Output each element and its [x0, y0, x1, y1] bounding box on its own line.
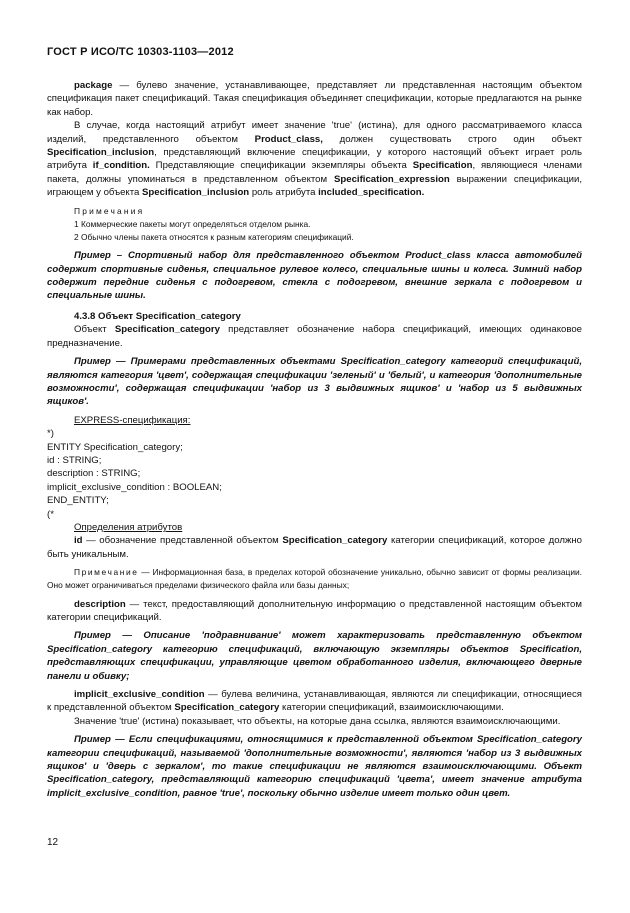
implicit-exclusive-condition-definition — [47, 688, 582, 715]
express-code — [47, 427, 582, 521]
bold-term: id — [74, 535, 83, 547]
attribute-definitions-label: Определения атрибутов — [74, 521, 183, 533]
note-3 — [47, 566, 582, 592]
bold-term: Specification_inclusion — [142, 187, 250, 199]
note-1: 1 Коммерческие пакеты могут определяться отделом рынка. — [74, 218, 311, 229]
text-run: роль атрибута — [249, 187, 319, 199]
bold-term: Specification_category — [174, 702, 280, 714]
example-4: Пример — Если спецификациями, относящимися к представленной объектом Specification_category категории спецификаций, называемой 'дополнительные возможности', являются 'набор из 3 выдвижных ящиков' и 'дверь с зеркалом', то такие спецификации не являются взаимоисключающими. Объект Specification_category, представляющий категорию спецификаций 'цвета', имеет значение атрибута implicit_exclusive_condition, равное 'true', поскольку обычно изделие имеет только один цвет. — [47, 734, 582, 799]
notes-title: Примечания — [74, 205, 145, 216]
section-title: 4.3.8 Объект Specification_category — [74, 310, 241, 322]
page-header: ГОСТ Р ИСО/ТС 10303-1103—2012 — [47, 46, 234, 58]
bold-term: Specification — [412, 160, 473, 172]
text-run: — булева величина, устанавливающая, являются ли спецификации, относящиеся к представленной объектом — [47, 689, 582, 714]
bold-term: package — [74, 80, 113, 91]
text-run: , являющиеся членами пакета, должны упоминаться в представленном объектом — [47, 160, 582, 185]
page-content — [47, 79, 582, 800]
text-run: выражении спецификации, играющем у объекта — [47, 173, 582, 199]
example-3: Пример — Описание 'подравнивание' может характеризовать представленную объектом Specification_category категорию спецификаций, включающую экземпляры объектов Specification, представляющих спецификации, управляющие цветом обработанного изделия, включающего дверные панели и обивку; — [47, 630, 582, 682]
notes-block — [47, 205, 582, 245]
example-1: Пример – Спортивный набор для представленного объектом Product_class класса автомобилей содержит спортивные сиденья, специальное рулевое колесо, специальные шины и колеса. Зимний набор содержит передние сиденья с подогревом, стекла с подогревом, внешние зеркала с подогревом и специальные шины. — [47, 250, 582, 302]
code-line: *) — [47, 428, 54, 440]
bold-term: if_condition. — [92, 160, 150, 172]
code-line: (* — [47, 508, 54, 520]
code-line: id : STRING; — [47, 454, 102, 466]
text-run: должен существовать строго один объект — [322, 133, 582, 145]
text-run: категории спецификаций, которое должно быть уникальным. — [47, 535, 582, 560]
bold-term: description — [74, 598, 126, 610]
description-definition — [47, 598, 582, 625]
bold-term: Product_class, — [254, 133, 323, 145]
text-run: — текст, предоставляющий дополнительную информацию о представленной настоящим объектом категории спецификаций. — [47, 598, 582, 624]
package-definition — [47, 79, 582, 119]
text-run: — булево значение, устанавливающее, представляет ли представленная настоящим объектом спецификация пакет спецификаций. Такая спецификация объединяет спецификации, которые предлагаются на рынке как набор. — [47, 80, 582, 118]
bold-term: Specification_inclusion — [47, 147, 155, 159]
note-2: 2 Обычно члены пакета относятся к разным категориям спецификаций. — [74, 232, 354, 243]
bold-term: included_specification. — [318, 187, 425, 199]
bold-term: Specification_expression — [334, 173, 450, 185]
bold-term: Specification_category — [114, 324, 220, 336]
code-line: ENTITY Specification_category; — [47, 441, 183, 453]
id-definition — [47, 534, 582, 561]
code-line: description : STRING; — [47, 468, 141, 480]
note-3-text: — Информационная база, в пределах которой обозначение уникально, обычно зависит от формы реализации. Оно может ограничиваться пределами физического файла или базы данных; — [47, 567, 582, 591]
text-run: В случае, когда настоящий атрибут имеет значение 'true' (истина), для одного рассматриваемого класса изделий, представленного объектом — [47, 120, 582, 145]
text-run: представляет обозначение набора спецификаций, имеющих одинаковое предназначение. — [47, 324, 582, 349]
page-number: 12 — [47, 837, 59, 848]
true-value-explanation: Значение 'true' (истина) показывает, что объекты, на которые дана ссылка, являются взаимоисключающими. — [74, 715, 561, 727]
note-3-label: Примечание — [74, 567, 139, 578]
text-run: категории спецификаций, взаимоисключающими. — [279, 702, 504, 714]
text-run: Объект — [74, 324, 115, 336]
text-run: — обозначение представленной объектом — [82, 535, 283, 547]
package-condition-paragraph — [47, 119, 582, 199]
bold-term: Specification_category — [282, 535, 388, 547]
specification-category-intro — [47, 323, 582, 350]
bold-term: implicit_exclusive_condition — [74, 689, 205, 701]
code-line: implicit_exclusive_condition : BOOLEAN; — [47, 481, 222, 493]
code-line: END_ENTITY; — [47, 495, 109, 507]
text-run: , представляющий включение спецификации, у которого настоящий объект играет роль атрибута — [47, 147, 582, 172]
text-run: Представляющие спецификации экземпляры объекта — [149, 160, 413, 172]
example-2: Пример — Примерами представленных объектами Specification_category категорий спецификаций, являются категория 'цвет', содержащая спецификации 'зеленый' и 'белый', и категория 'дополнительные возможности', содержащая спецификации 'набор из 3 выдвижных ящиков' и 'набор из 5 выдвижных ящиков'. — [47, 356, 582, 408]
express-label: EXPRESS-спецификация: — [74, 414, 191, 426]
